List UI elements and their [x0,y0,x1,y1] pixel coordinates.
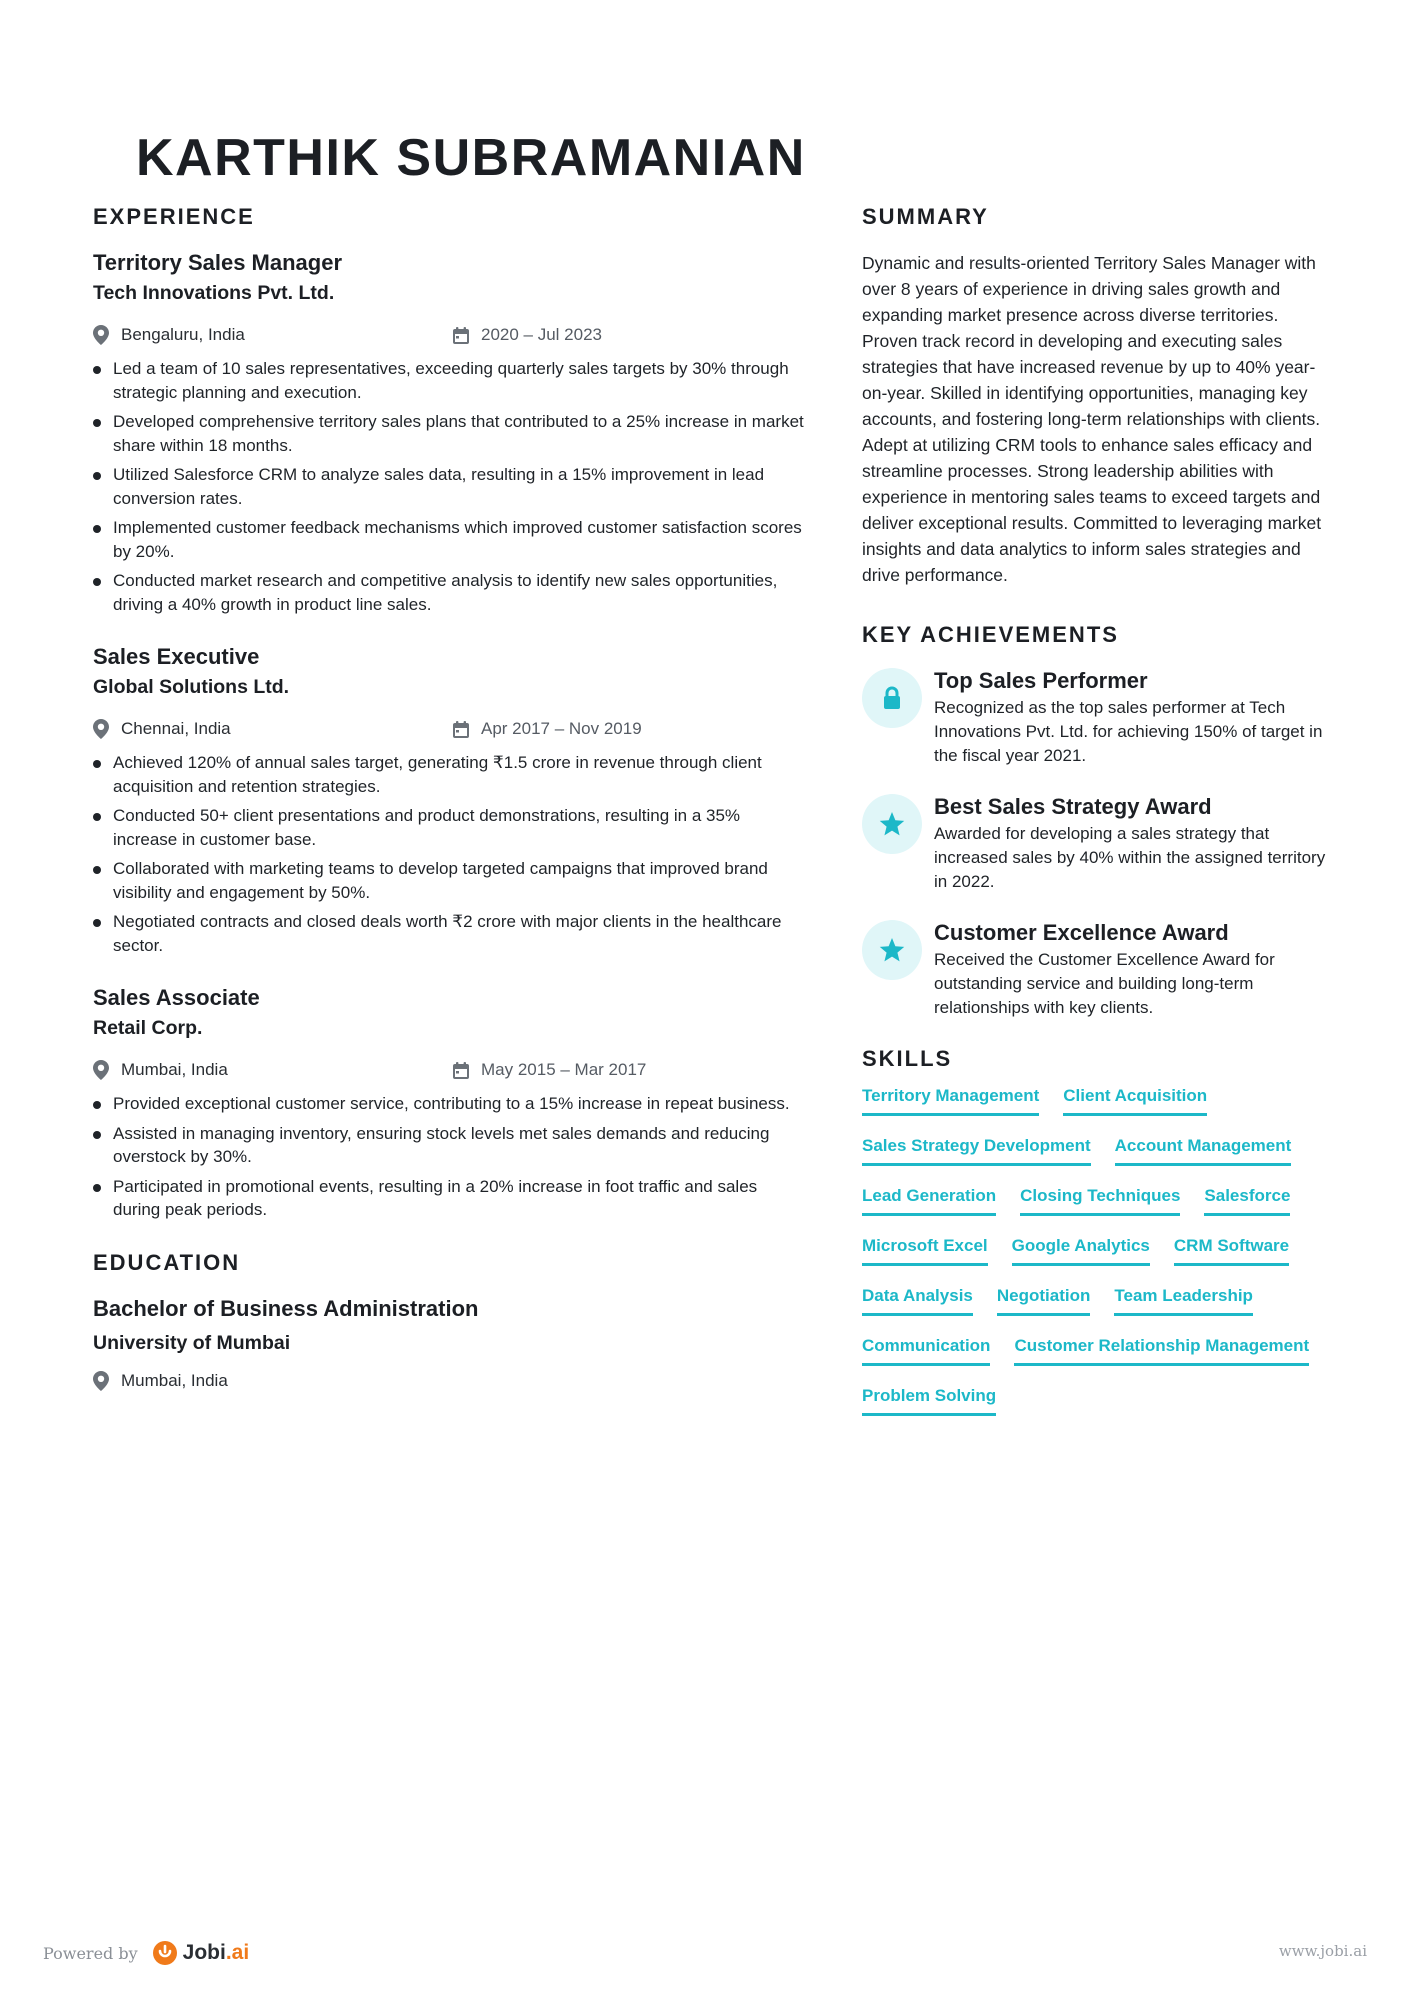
job-location-text: Mumbai, India [121,1060,228,1079]
job-bullets [93,751,805,957]
calendar-icon [453,327,469,344]
job-bullet: Utilized Salesforce CRM to analyze sales data, resulting in a 15% improvement in lead conversion rates. [93,463,805,510]
job-location [93,719,453,739]
summary-heading: SUMMARY [862,204,989,229]
education-school: University of Mumbai [93,1331,291,1354]
education-entry [93,1296,805,1393]
job-bullets [93,1092,805,1222]
skill-tag: Lead Generation [862,1186,996,1216]
footer-url[interactable]: www.jobi.ai [1278,1942,1367,1960]
skill-tag: Account Management [1115,1136,1292,1166]
skills-heading: SKILLS [862,1046,953,1071]
star-icon [862,794,922,854]
skill-tag: Sales Strategy Development [862,1136,1091,1166]
job-dates [453,719,642,739]
calendar-icon [453,1062,469,1079]
experience-heading: EXPERIENCE [93,204,255,229]
job-bullet: Negotiated contracts and closed deals worth ₹2 crore with major clients in the healthcare sector. [93,910,805,957]
skill-tag: Problem Solving [862,1386,996,1416]
jobi-logo-icon [152,1940,178,1966]
skill-tag: Client Acquisition [1063,1086,1207,1116]
job-bullet: Implemented customer feedback mechanisms which improved customer satisfaction scores by 20%. [93,516,805,563]
skills-list [862,1086,1332,1416]
summary-text: Dynamic and results-oriented Territory Sales Manager with over 8 years of experience in driving sales growth and expanding market presence across diverse territories. Proven track record in developing and executing sales strategies that have increased revenue by up to 40% year-on-year. Skilled in identifying opportunities, managing key accounts, and fostering long-term relationships with clients. Adept at utilizing CRM tools to enhance sales efficacy and streamline processes. Strong leadership abilities with experience in mentoring sales teams to exceed targets and deliver exceptional results. Committed to leveraging market insights and data analytics to inform sales strategies and drive performance. [862,253,1322,585]
education-location [93,1371,453,1391]
achievement-title: Customer Excellence Award [934,920,1229,945]
job-location-text: Chennai, India [121,719,231,738]
job-dates [453,1060,646,1080]
job-entry [93,985,805,1222]
achievement-body [934,920,1332,1020]
job-meta [93,1058,805,1082]
candidate-name: KARTHIK SUBRAMANIAN [136,129,806,187]
job-company: Retail Corp. [93,1017,203,1039]
job-location-text: Bengaluru, India [121,325,245,344]
achievement-body [934,794,1332,894]
job-meta [93,323,805,347]
logo-text-ext: .ai [225,1941,250,1964]
job-bullet: Participated in promotional events, resulting in a 20% increase in foot traffic and sales during peak periods. [93,1175,805,1222]
skill-tag: Google Analytics [1012,1236,1150,1266]
job-bullet: Conducted 50+ client presentations and product demonstrations, resulting in a 35% increase in customer base. [93,804,805,851]
location-pin-icon [93,325,109,345]
achievement-desc: Recognized as the top sales performer at Tech Innovations Pvt. Ltd. for achieving 150% of target in the fiscal year 2021. [934,698,1323,765]
lock-icon [862,668,922,728]
location-pin-icon [93,719,109,739]
footer-powered-by [43,1940,249,1966]
job-bullet: Achieved 120% of annual sales target, generating ₹1.5 crore in revenue through client acquisition and retention strategies. [93,751,805,798]
achievement-desc: Received the Customer Excellence Award for outstanding service and building long-term relationships with key clients. [934,950,1275,1017]
job-bullets [93,357,805,616]
star-icon [862,920,922,980]
job-dates [453,325,602,345]
logo-text-main: Jobi [182,1941,226,1964]
education-location-text: Mumbai, India [121,1370,228,1390]
achievement-body [934,668,1332,768]
job-bullet: Collaborated with marketing teams to develop targeted campaigns that improved brand visibility and engagement by 50%. [93,857,805,904]
job-dates-text: Apr 2017 – Nov 2019 [481,719,642,738]
job-title: Sales Associate [93,985,260,1010]
right-column [862,204,1332,1416]
job-company: Tech Innovations Pvt. Ltd. [93,282,335,304]
skill-tag: Salesforce [1204,1186,1290,1216]
achievement-item [862,920,1332,1020]
jobi-logo[interactable] [152,1940,250,1966]
job-entry [93,250,805,616]
powered-by-text: Powered by [43,1943,138,1963]
job-bullet: Assisted in managing inventory, ensuring stock levels met sales demands and reducing overstock by 30%. [93,1122,805,1169]
skill-tag: Team Leadership [1114,1286,1253,1316]
education-heading: EDUCATION [93,1249,241,1275]
education-meta [93,1369,805,1393]
job-bullet: Developed comprehensive territory sales plans that contributed to a 25% increase in market share within 18 months. [93,410,805,457]
left-column [93,204,805,1403]
skill-tag: Communication [862,1336,990,1366]
skill-tag: Territory Management [862,1086,1039,1116]
job-bullet: Provided exceptional customer service, contributing to a 15% increase in repeat business. [93,1092,805,1116]
job-title: Territory Sales Manager [93,250,343,275]
job-dates-text: May 2015 – Mar 2017 [481,1060,647,1079]
job-bullet: Led a team of 10 sales representatives, exceeding quarterly sales targets by 30% through strategic planning and execution. [93,357,805,404]
location-pin-icon [93,1371,109,1391]
job-meta [93,717,805,741]
achievement-item [862,668,1332,768]
job-location [93,1060,453,1080]
location-pin-icon [93,1060,109,1080]
achievement-item [862,794,1332,894]
skill-tag: Negotiation [997,1286,1091,1316]
job-dates-text: 2020 – Jul 2023 [481,325,602,344]
skill-tag: CRM Software [1174,1236,1289,1266]
achievement-title: Top Sales Performer [934,668,1148,693]
achievement-desc: Awarded for developing a sales strategy that increased sales by 40% within the assigned territory in 2022. [934,824,1326,891]
job-title: Sales Executive [93,644,260,669]
job-location [93,325,453,345]
skill-tag: Customer Relationship Management [1014,1336,1309,1366]
education-degree: Bachelor of Business Administration [93,1295,479,1321]
job-entry [93,644,805,957]
skill-tag: Closing Techniques [1020,1186,1180,1216]
job-company: Global Solutions Ltd. [93,676,290,698]
achievement-title: Best Sales Strategy Award [934,794,1212,819]
calendar-icon [453,721,469,738]
achievements-heading: KEY ACHIEVEMENTS [862,622,1119,647]
skill-tag: Microsoft Excel [862,1236,988,1266]
job-bullet: Conducted market research and competitive analysis to identify new sales opportunities, driving a 40% growth in product line sales. [93,569,805,616]
skill-tag: Data Analysis [862,1286,973,1316]
